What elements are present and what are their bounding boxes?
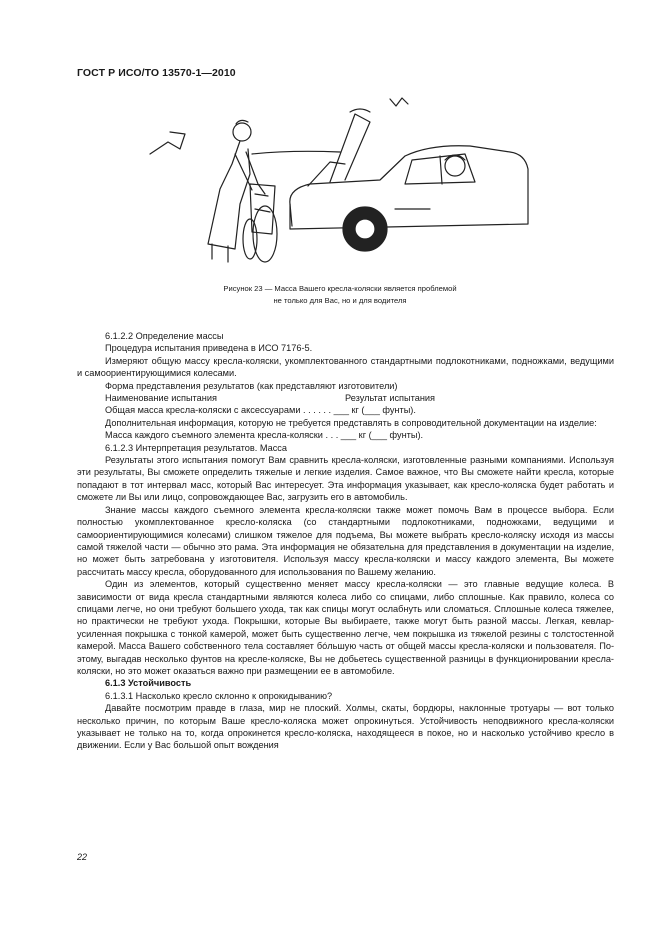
paragraph: Один из элементов, который существенно меняет массу кресла-коляски — это главные ведущие колеса. В зависимости от вида кресла стандартными являются колеса либо со спицами, либо сплошные. Как правило, колеса со спицами легче, но они требуют большего ухода, так как спицы могут ослабнуть или сломаться. Сплошные колеса тяжелее, но практически не требуют ухода. Покрышки, которые Вы выбираете, также могут быть разной массы. Легкая, кевлар-усиленная покрышка с тонкой камерой, может быть существенно легче, чем покрышка из тяжелой резины с толстостенной камерой. Масса Вашего собственного тела составляет бóльшую часть от общей массы кресла-коляски и пользователя. Поэтому, выгадав несколько фунтов на кресле-коляске, Вы не добьетесь существенной разницы в функционировании кресла-коляски, но это может оказаться важно при размещении ее в автомобиле.: [77, 579, 614, 676]
paragraph: Знание массы каждого съемного элемента кресла-коляски также может помочь Вам в процессе выбора. Если полностью укомплектованное кресло-коляска (со стандартными подлокотниками, подножками, ведущими и самоориентирующимися колесами) слишком тяжелое для подъема, Вы можете выбрать кресло-коляску исходя из массы самой тяжелой части — обычно это рама. Эта информация не обязательна для представления в документации на изделие, но может быть затребована у изготовителя. Используя массу кресла-коляски и массу каждого элемента, Вы можете рассчитать массу кресла, оборудованного для использования по Вашему желанию.: [77, 504, 614, 577]
car-figure: [290, 114, 528, 251]
page-number: 22: [77, 852, 88, 862]
document-header: ГОСТ Р ИСО/ТО 13570-1—2010: [77, 67, 236, 79]
ground-line: [150, 132, 185, 154]
paragraph: Масса каждого съемного элемента кресла-коляски . . . ___ кг (___ фунты).: [105, 430, 424, 441]
paragraph: Измеряют общую массу кресла-коляски, укомплектованного стандартными подлокотниками, подножками, ведущими и самоориентирующимися колесами.: [77, 355, 614, 379]
wheelchair-figure: [243, 184, 277, 262]
result-table-header: [77, 392, 614, 404]
figure-caption-line1: Рисунок 23 — Масса Вашего кресла-коляски является проблемой: [223, 284, 457, 293]
section-heading: 6.1.3.1 Насколько кресло склонно к опрокидыванию?: [105, 690, 333, 701]
table-head-left: Наименование испытания: [105, 393, 217, 404]
paragraph: Процедура испытания приведена в ИСО 7176-5.: [105, 343, 313, 354]
paragraph: Дополнительная информация, которую не требуется представлять в сопроводительной документации на изделие:: [105, 417, 597, 428]
paragraph: Общая масса кресла-коляски с аксессуарами . . . . . . ___ кг (___ фунты).: [105, 405, 416, 416]
table-head-right: Результат испытания: [345, 393, 436, 404]
section-heading: 6.1.2.3 Интерпретация результатов. Масса: [105, 442, 287, 453]
figure-illustration: [140, 94, 530, 274]
figure-caption-line2: не только для Вас, но и для водителя: [273, 296, 407, 305]
paragraph: Давайте посмотрим правде в глаза, мир не плоский. Холмы, скаты, бордюры, наклонные тротуары — вот только несколько причин, по которым Ваше кресло-коляска может опрокинуться. Устойчивость неподвижного кресла-коляски указывает не только на то, когда опрокинется кресло-коляска, находящееся в покое, но и насколько устойчиво кресло в движении. Если у Вас большой опыт вождения: [77, 703, 614, 751]
section-heading: 6.1.2.2 Определение массы: [105, 331, 224, 341]
section-heading-bold: 6.1.3 Устойчивость: [105, 678, 192, 689]
paragraph: Форма представления результатов (как представляют изготовители): [105, 380, 398, 391]
body-text: [77, 330, 614, 752]
paragraph: Результаты этого испытания помогут Вам сравнить кресла-коляски, изготовленные разными компаниями. Используя эти результаты, Вы сможете определить тяжелые и легкие изделия. Самое важное, что Вы сможете найти кресла, которые попадают в тот интервал масс, который Вас интересует. Эта информация указывает, как кресло-коляска будет работать и сможете ли Вы или лицо, сопровождающее Вас, загрузить его в автомобиль.: [77, 455, 614, 503]
